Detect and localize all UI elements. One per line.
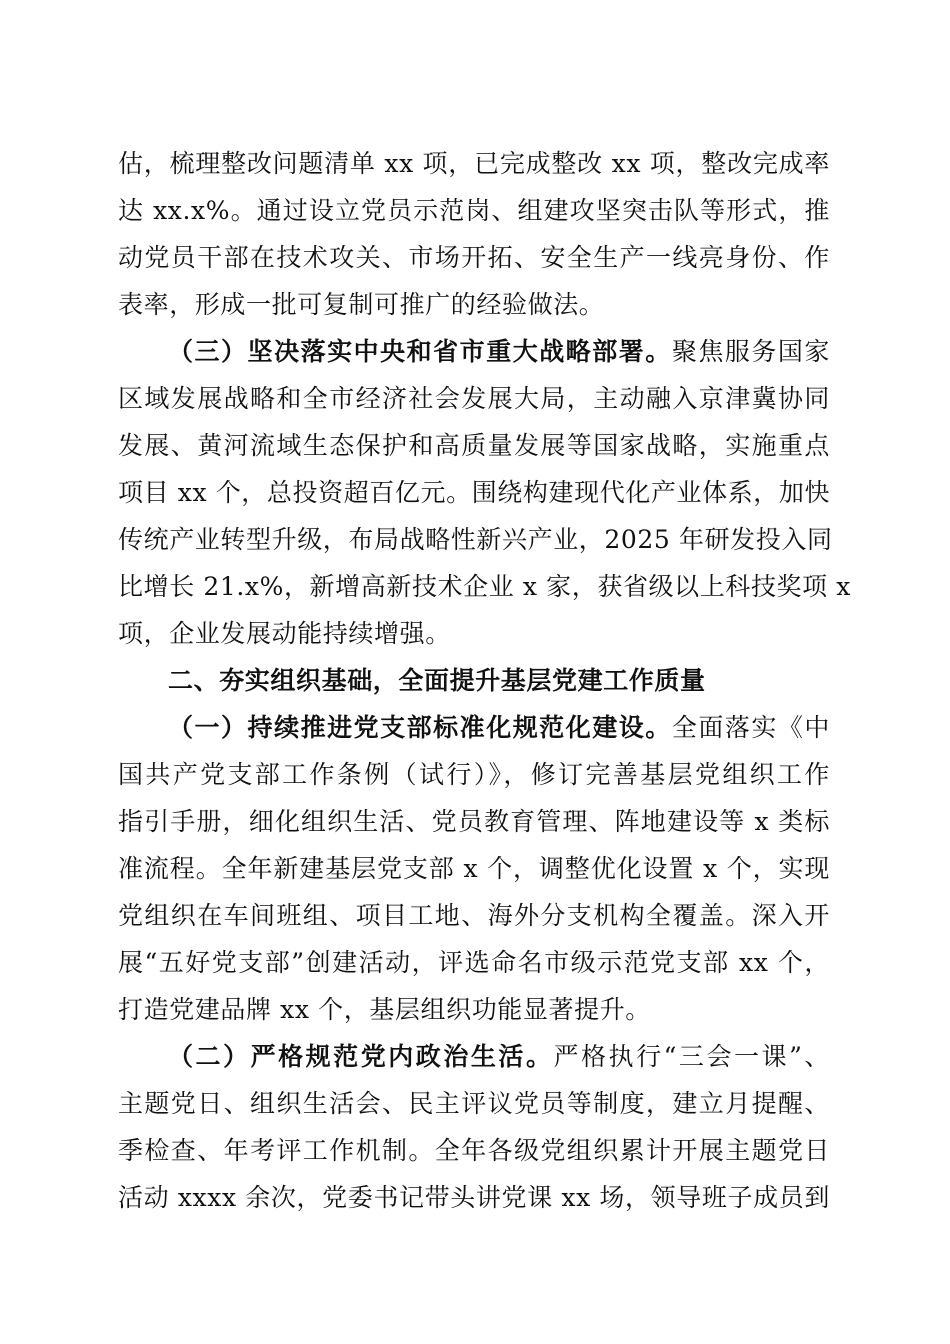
text-line: 比增长 21.x%，新增高新技术企业 x 家，获省级以上科技奖项 x: [118, 572, 851, 601]
paragraph-lead-rest: 聚焦服务国家: [671, 337, 830, 366]
paragraph-strategy: [118, 328, 851, 657]
text-line: 项目 xx 个，总投资超百亿元。围绕构建现代化产业体系，加快: [118, 478, 831, 507]
paragraph-lead-rest: 严格执行“三会一课”、: [553, 1042, 830, 1071]
document-body: [118, 140, 851, 1221]
paragraph-continuation: [118, 140, 830, 328]
paragraph-lead: （二）严格规范党内政治生活。: [168, 1042, 554, 1071]
paragraph-lead: （一）持续推进党支部标准化规范化建设。: [168, 713, 672, 742]
paragraph-branch-standardization: [118, 704, 830, 1033]
paragraph-lead: （三）坚决落实中央和省市重大战略部署。: [168, 337, 672, 366]
text-line: [118, 328, 830, 375]
text-line: [118, 1033, 830, 1080]
text-line: 打造党建品牌 xx 个，基层组织功能显著提升。: [118, 995, 651, 1024]
section-heading: [118, 657, 830, 704]
text-line: 表率，形成一批可复制可推广的经验做法。: [118, 290, 605, 319]
text-line: 发展、黄河流域生态保护和高质量发展等国家战略，实施重点: [118, 431, 830, 460]
text-line: 估，梳理整改问题清单 xx 项，已完成整改 xx 项，整改完成率: [118, 149, 830, 178]
section-heading-text: 二、夯实组织基础，全面提升基层党建工作质量: [168, 666, 706, 695]
text-line: [118, 704, 830, 751]
text-line: 传统产业转型升级，布局战略性新兴产业，2025 年研发投入同: [118, 525, 833, 554]
text-line: 动党员干部在技术攻关、市场开拓、安全生产一线亮身份、作: [118, 243, 830, 272]
text-line: 项，企业发展动能持续增强。: [118, 619, 451, 648]
text-line: 季检查、年考评工作机制。全年各级党组织累计开展主题党日: [118, 1136, 830, 1165]
paragraph-lead-rest: 全面落实《中: [671, 713, 830, 742]
text-line: 准流程。全年新建基层党支部 x 个，调整优化设置 x 个，实现: [118, 854, 830, 883]
text-line: 党组织在车间班组、项目工地、海外分支机构全覆盖。深入开: [118, 901, 830, 930]
text-line: 区域发展战略和全市经济社会发展大局，主动融入京津冀协同: [118, 384, 830, 413]
text-line: 国共产党支部工作条例（试行）》，修订完善基层党组织工作: [118, 760, 830, 789]
text-line: 展“五好党支部”创建活动，评选命名市级示范党支部 xx 个，: [118, 948, 830, 977]
text-line: 主题党日、组织生活会、民主评议党员等制度，建立月提醒、: [118, 1089, 830, 1118]
text-line: 达 xx.x%。通过设立党员示范岗、组建攻坚突击队等形式，推: [118, 196, 830, 225]
paragraph-political-life: [118, 1033, 830, 1221]
text-line: 活动 xxxx 余次，党委书记带头讲党课 xx 场，领导班子成员到: [118, 1183, 830, 1212]
text-line: 指引手册，细化组织生活、党员教育管理、阵地建设等 x 类标: [118, 807, 830, 836]
